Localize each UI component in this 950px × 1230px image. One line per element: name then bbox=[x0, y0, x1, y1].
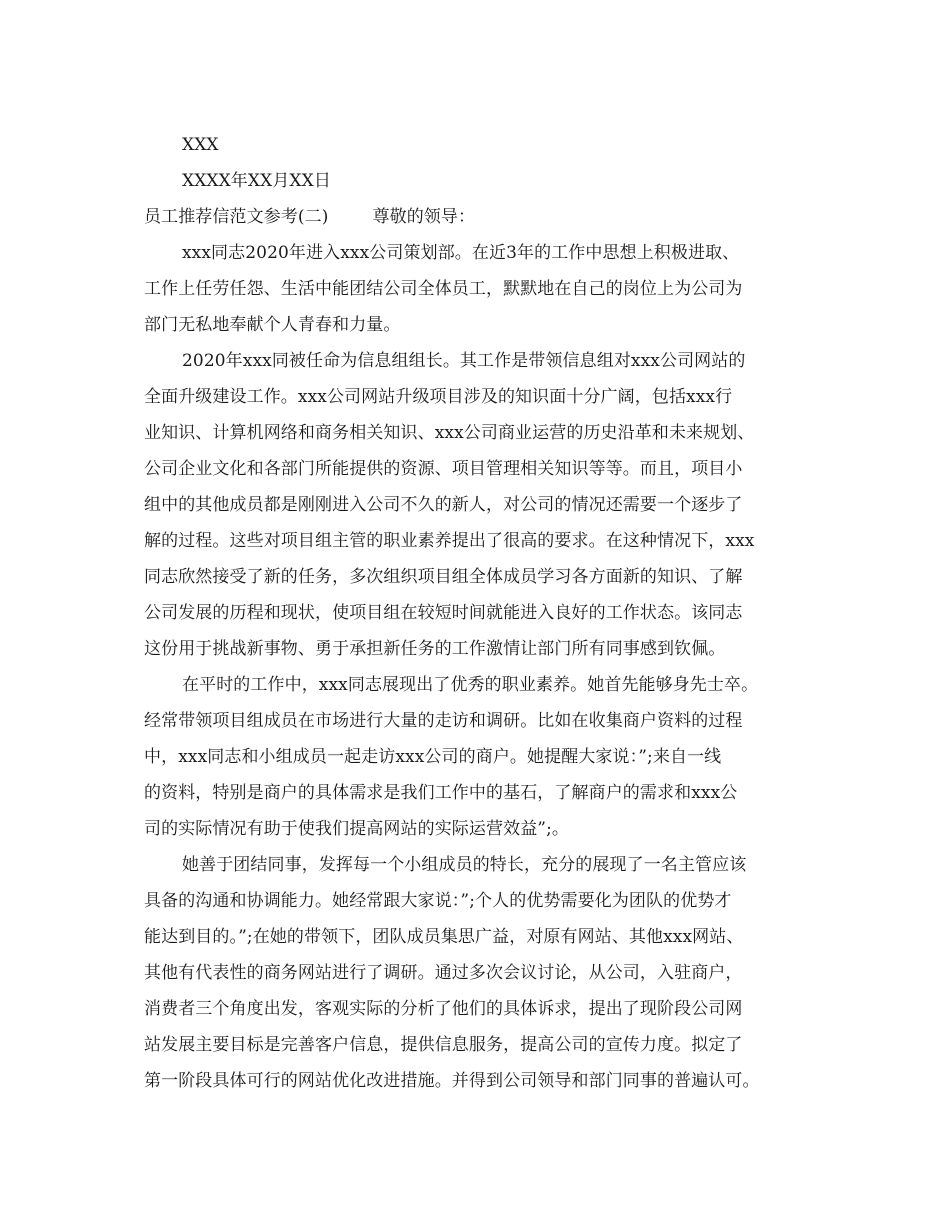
paragraph-line: 公司发展的历程和现状，使项目组在较短时间就能进入良好的工作状态。该同志 bbox=[144, 603, 743, 623]
paragraph-line: 消费者三个角度出发，客观实际的分析了他们的具体诉求，提出了现阶段公司网 bbox=[144, 999, 743, 1019]
paragraph-line: 组中的其他成员都是刚刚进入公司不久的新人，对公司的情况还需要一个逐步了 bbox=[144, 495, 743, 515]
heading-line bbox=[0, 206, 950, 228]
paragraph-line: 其他有代表性的商务网站进行了调研。通过多次会议讨论，从公司，入驻商户， bbox=[144, 963, 743, 983]
paragraph-line: 同志欣然接受了新的任务，多次组织项目组全体成员学习各方面新的知识、了解 bbox=[144, 567, 743, 587]
signature-date: XXXX年XX月XX日 bbox=[182, 171, 331, 191]
paragraph-line: 司的实际情况有助于使我们提高网站的实际运营效益”;。 bbox=[144, 819, 570, 839]
paragraph-line: 解的过程。这些对项目组主管的职业素养提出了很高的要求。在这种情况下，xxx bbox=[144, 531, 755, 551]
paragraph-line: 工作上任劳任怨、生活中能团结公司全体员工，默默地在自己的岗位上为公司为 bbox=[144, 279, 743, 299]
paragraph-line: 她善于团结同事，发挥每一个小组成员的特长，充分的展现了一名主管应该 bbox=[182, 855, 747, 875]
paragraph-line: 第一阶段具体可行的网站优化改进措施。并得到公司领导和部门同事的普遍认可。 bbox=[144, 1071, 760, 1091]
paragraph-line: 中，xxx同志和小组成员一起走访xxx公司的商户。她提醒大家说：”;来自一线 bbox=[144, 747, 722, 767]
paragraph-line: 能达到目的。”;在她的带领下，团队成员集思广益，对原有网站、其他xxx网站、 bbox=[144, 927, 744, 947]
paragraph-line: 经常带领项目组成员在市场进行大量的走访和调研。比如在收集商户资料的过程 bbox=[144, 711, 743, 731]
signature-name: XXX bbox=[182, 135, 219, 155]
paragraph-line: xxx同志2020年进入xxx公司策划部。在近3年的工作中思想上积极进取、 bbox=[182, 243, 740, 263]
paragraph-line: 全面升级建设工作。xxx公司网站升级项目涉及的知识面十分广阔，包括xxx行 bbox=[144, 387, 733, 407]
paragraph-line: 的资料，特别是商户的具体需求是我们工作中的基石，了解商户的需求和xxx公 bbox=[144, 783, 738, 803]
paragraph-line: 在平时的工作中，xxx同志展现出了优秀的职业素养。她首先能够身先士卒。 bbox=[182, 675, 759, 695]
salutation: 尊敬的领导： bbox=[372, 207, 476, 227]
paragraph-line: 站发展主要目标是完善客户信息，提供信息服务，提高公司的宣传力度。拟定了 bbox=[144, 1035, 743, 1055]
letter-title: 员工推荐信范文参考(二) bbox=[144, 207, 329, 227]
paragraph-line: 业知识、计算机网络和商务相关知识、xxx公司商业运营的历史沿革和未来规划、 bbox=[144, 423, 755, 443]
paragraph-line: 这份用于挑战新事物、勇于承担新任务的工作激情让部门所有同事感到钦佩。 bbox=[144, 639, 726, 659]
paragraph-line: 部门无私地奉献个人青春和力量。 bbox=[144, 315, 401, 335]
paragraph-line: 具备的沟通和协调能力。她经常跟大家说：”;个人的优势需要化为团队的优势才 bbox=[144, 891, 732, 911]
paragraph-line: 2020年xxx同被任命为信息组组长。其工作是带领信息组对xxx公司网站的 bbox=[182, 351, 746, 371]
paragraph-line: 公司企业文化和各部门所能提供的资源、项目管理相关知识等等。而且，项目小 bbox=[144, 459, 743, 479]
